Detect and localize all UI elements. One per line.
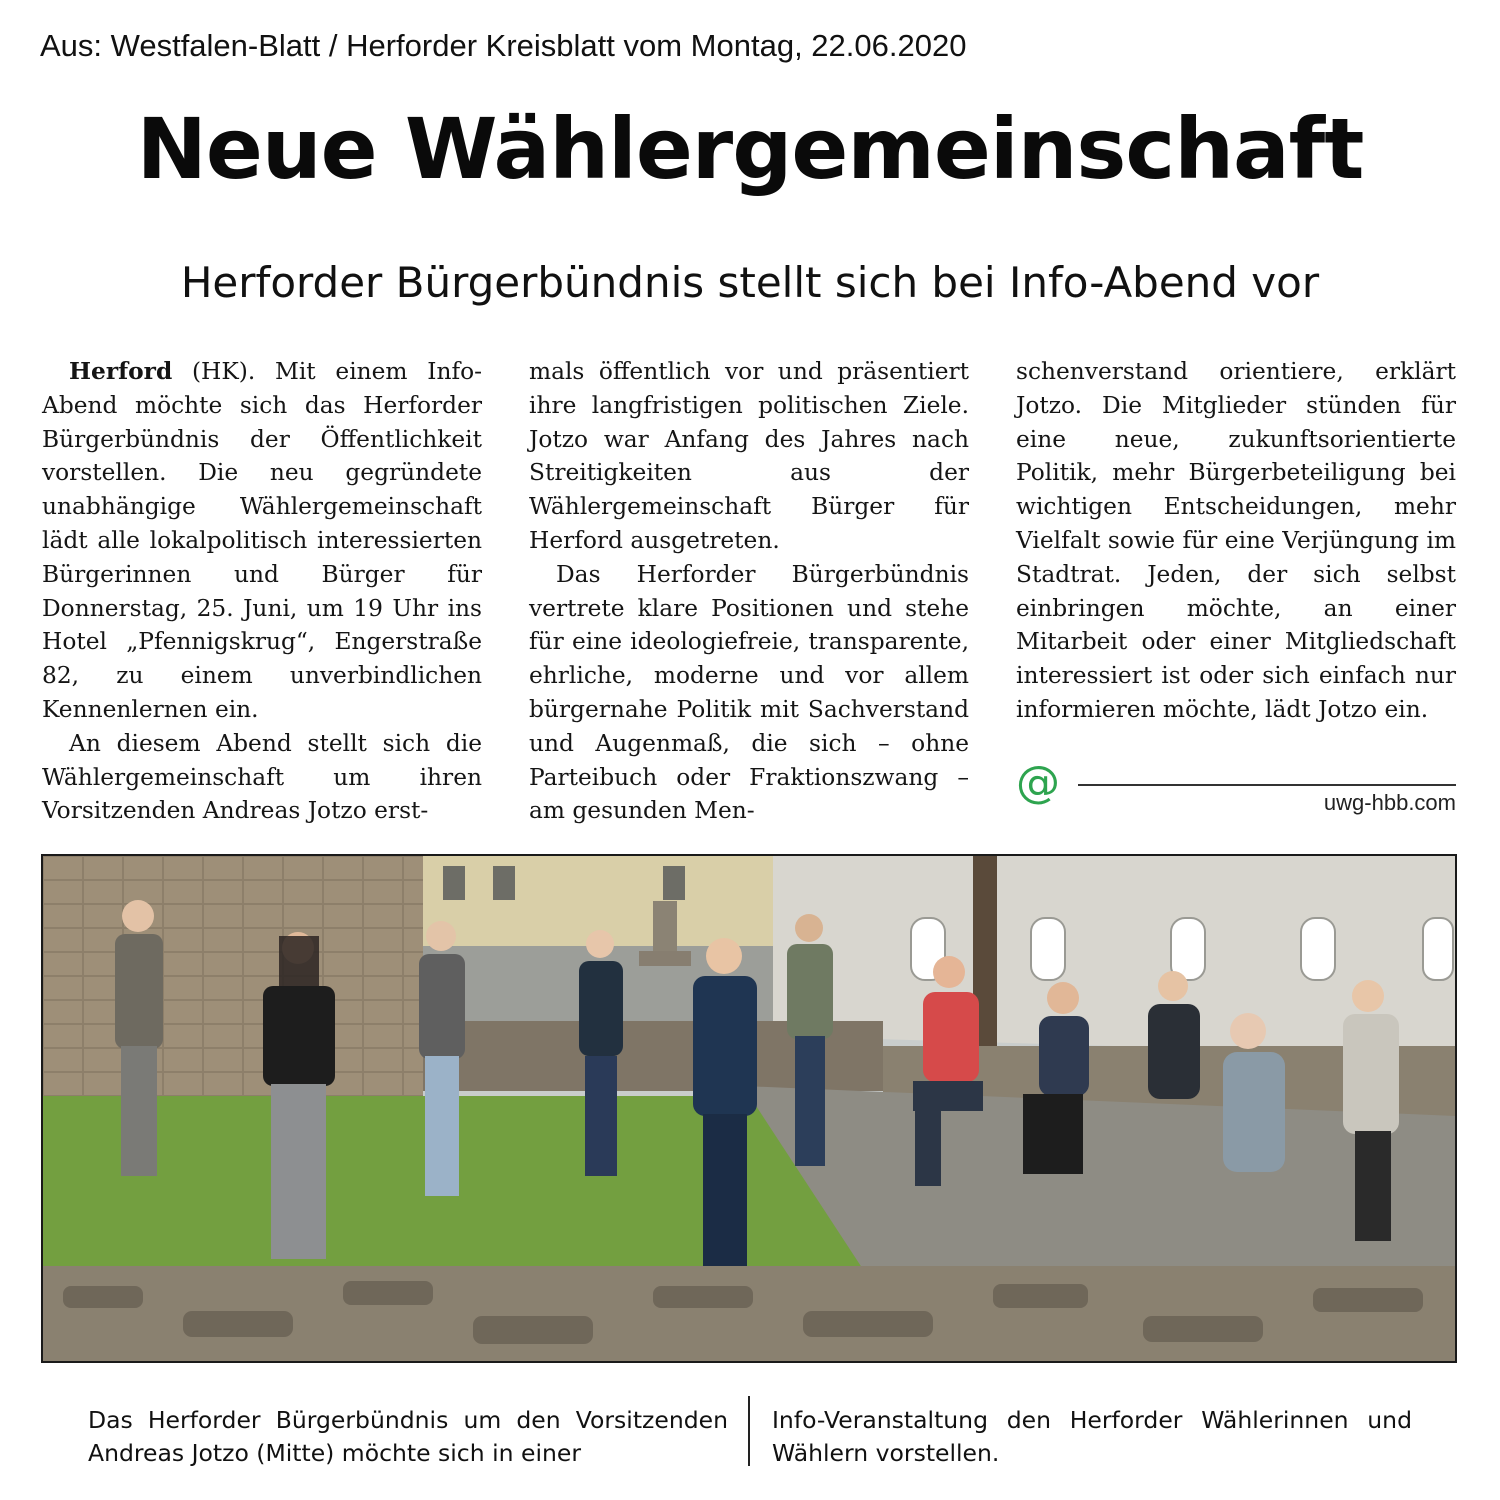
group-photo — [41, 854, 1457, 1363]
article-column-2 — [529, 355, 969, 828]
article-column-1 — [42, 355, 482, 828]
column-2-paragraph-1: mals öffentlich vor und präsentiert ihre langfristigen politischen Ziele. Jotzo war Anfang des Jahres nach Streitigkeiten aus der Wählergemeinschaft Bürger für Herford ausgetreten. — [529, 358, 969, 554]
article-headline: Neue Wählergemeinschaft — [136, 100, 1364, 198]
article-subheadline: Herforder Bürgerbündnis stellt sich bei Info-Abend vor — [180, 258, 1320, 307]
dateline: Herford — [69, 358, 173, 385]
web-reference-rule — [1078, 784, 1456, 786]
column-3-paragraph-1: schenverstand orientiere, erklärt Jotzo. Die Mitglieder stünden für eine neue, zukunftsorientierte Politik, mehr Bürgerbeteiligung bei wichtigen Entscheidungen, mehr Vielfalt sowie für eine Verjüngung im Stadtrat. Jeden, der sich selbst einbringen möchte, an einer Mitarbeit oder einer Mitgliedschaft interessiert ist oder sich einfach nur informieren möchte, lädt Jotzo ein. — [1016, 358, 1456, 723]
column-1-paragraph-2: An diesem Abend stellt sich die Wählergemeinschaft um ihren Vorsitzenden Andreas Jotzo erst- — [42, 729, 482, 825]
at-icon: @ — [1016, 757, 1060, 808]
caption-divider — [748, 1396, 750, 1466]
source-line: Aus: Westfalen-Blatt / Herforder Kreisblatt vom Montag, 22.06.2020 — [40, 28, 967, 63]
photo-caption-left: Das Herforder Bürgerbündnis um den Vorsitzenden Andreas Jotzo (Mitte) möchte sich in einer — [88, 1406, 728, 1467]
web-url[interactable]: uwg-hbb.com — [1323, 790, 1456, 815]
column-1-paragraph-1-text: (HK). Mit einem Info-Abend möchte sich das Herforder Bürgerbündnis der Öffentlichkeit vorstellen. Die neu gegründete unabhängige Wählergemeinschaft lädt alle lokalpolitisch interessierten Bürgerinnen und Bürger für Donnerstag, 25. Juni, um 19 Uhr ins Hotel „Pfennigskrug“, Engerstraße 82, zu einem unverbindlichen Kennenlernen ein. — [42, 358, 482, 723]
web-reference — [1016, 757, 1456, 822]
column-2-paragraph-2: Das Herforder Bürgerbündnis vertrete klare Positionen und stehe für eine ideologiefreie, transparente, ehrliche, moderne und vor allem bürgernahe Politik mit Sachverstand und Augenmaß, die sich – ohne Parteibuch oder Fraktionszwang – am gesunden Men- — [529, 560, 969, 825]
column-1-paragraph-1 — [42, 355, 482, 727]
photo-caption-right: Info-Veranstaltung den Herforder Wählerinnen und Wählern vorstellen. — [772, 1406, 1412, 1467]
group-photo-illustration — [43, 856, 1455, 1361]
article-column-3 — [1016, 355, 1456, 727]
